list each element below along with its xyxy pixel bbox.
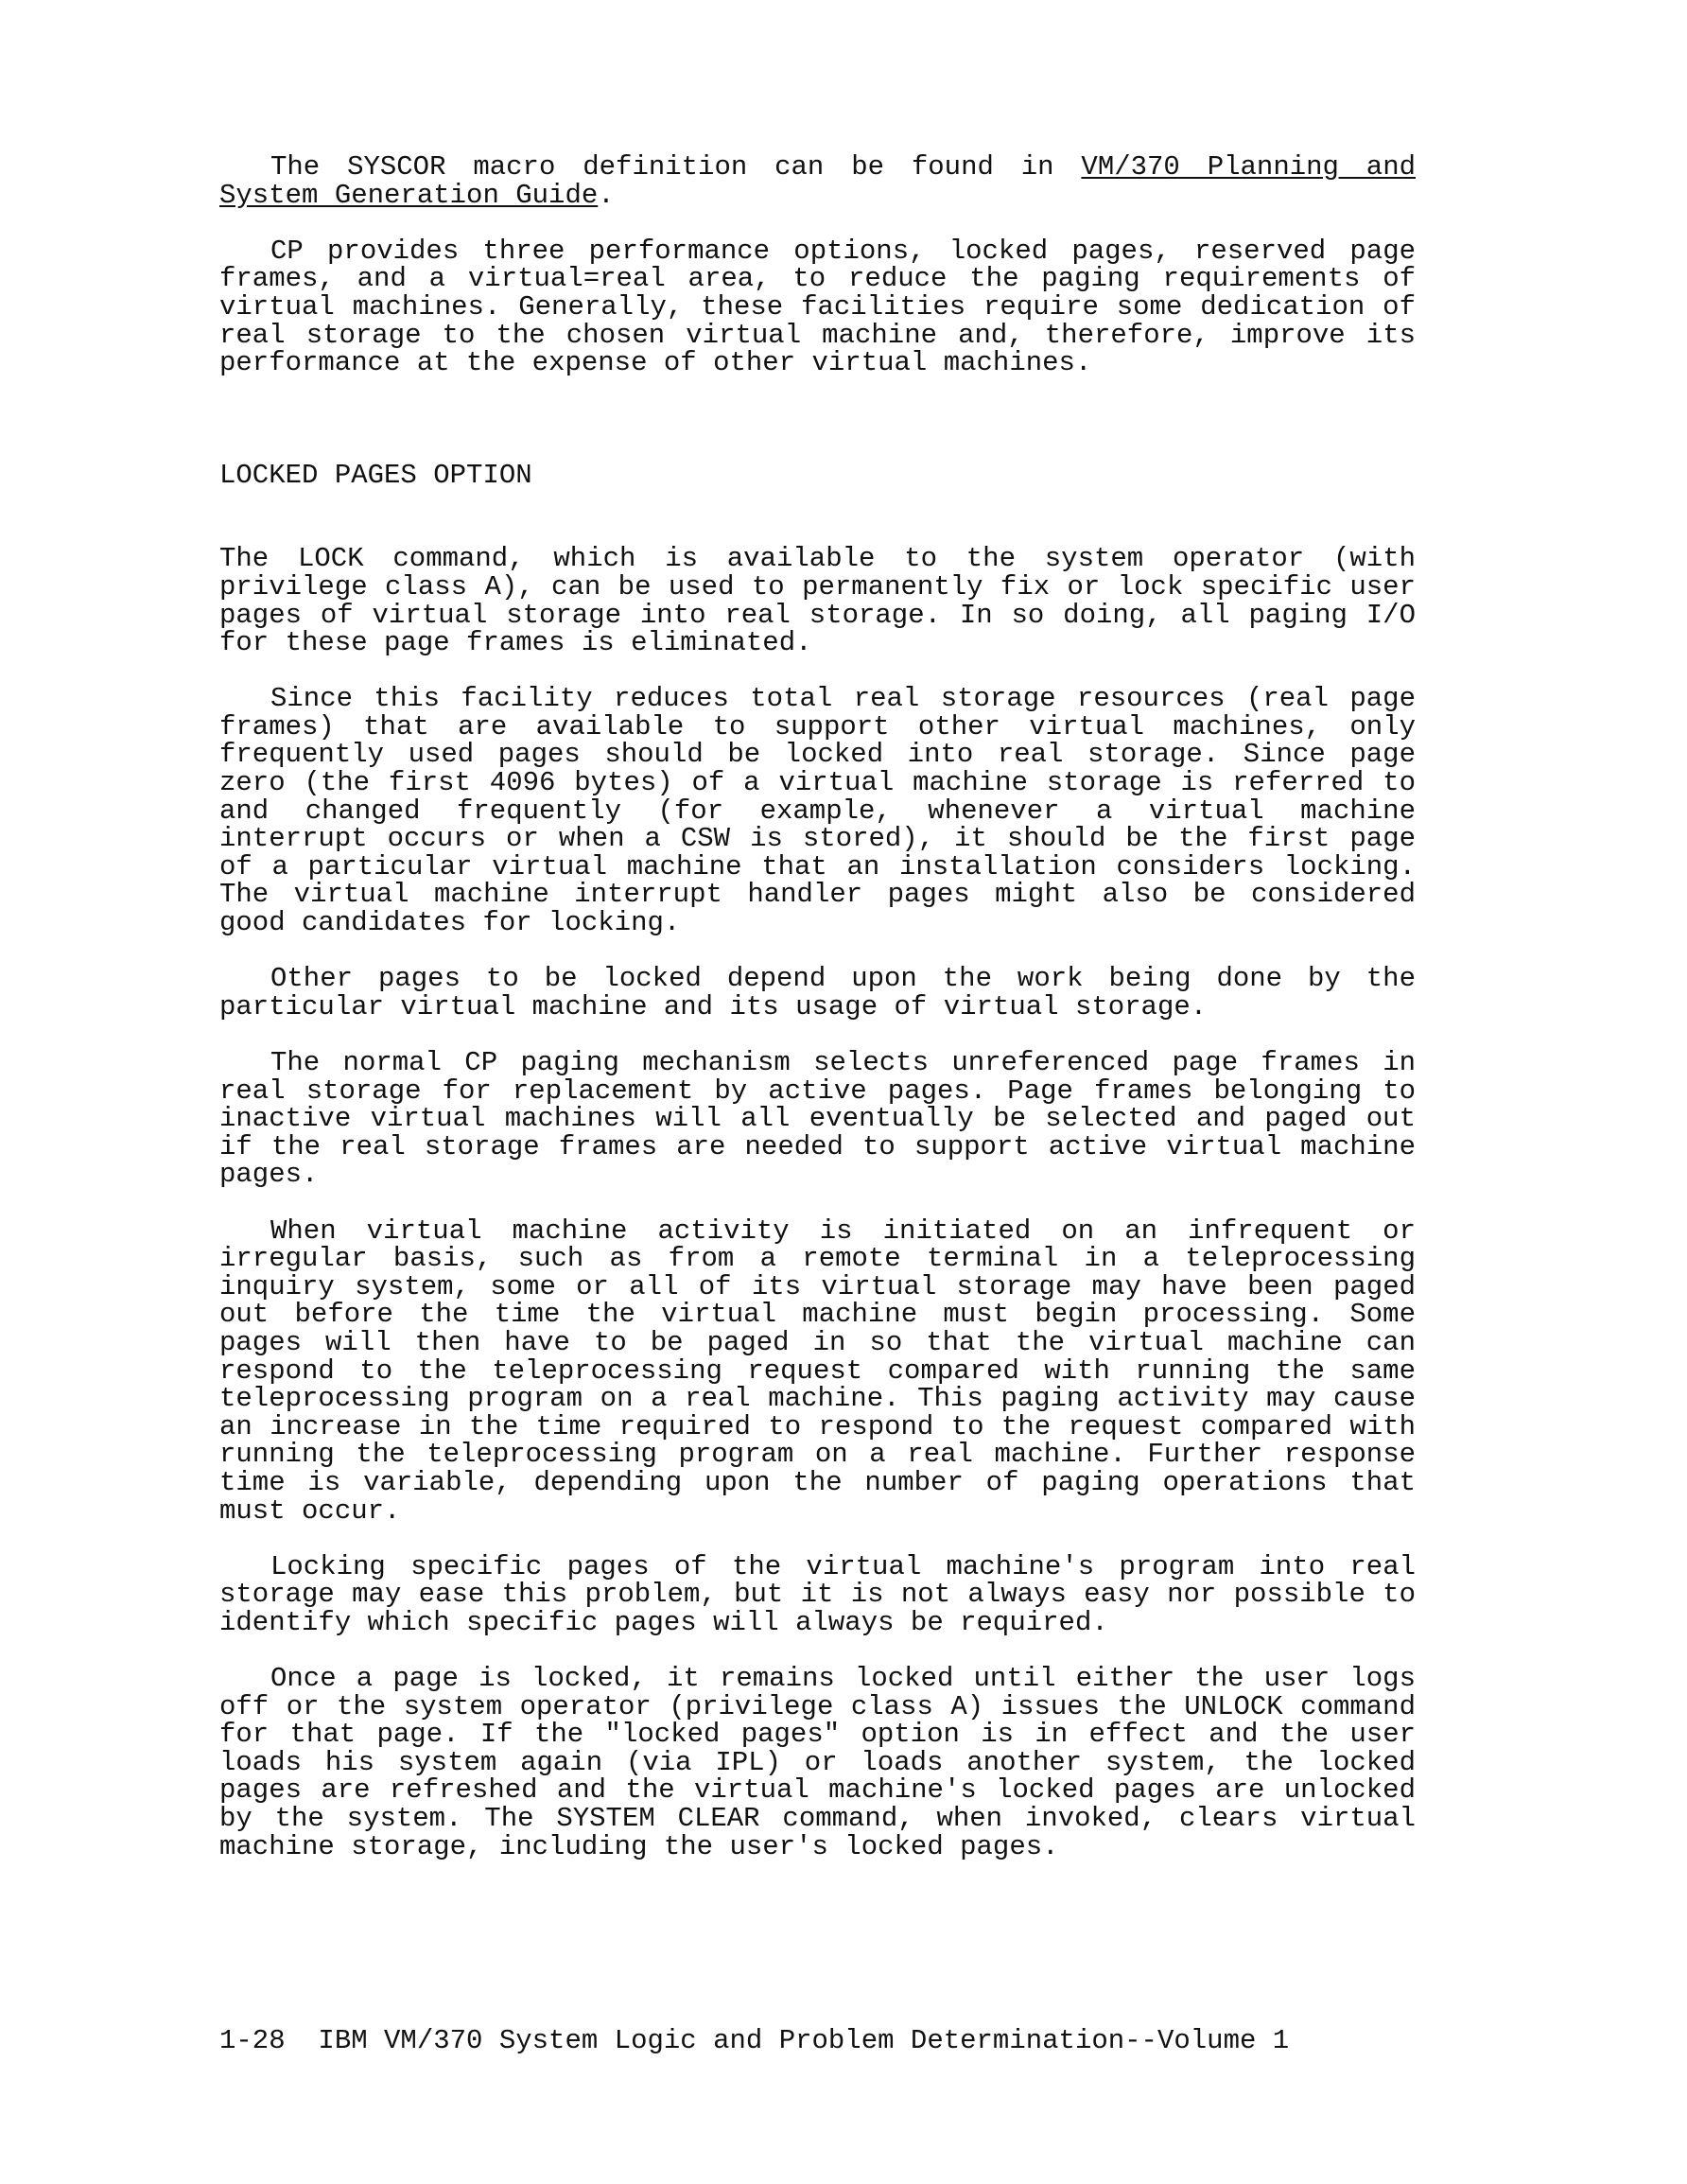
body-paragraph-1: The LOCK command, which is available to the system operator (with privilege class A), can be used to permanently fix or lock specific user pages of virtual storage into real storage. In so doing, all paging I/O for these page frames is eliminated. [219, 543, 1416, 659]
body-paragraph-3: Other pages to be locked depend upon the work being done by the particular virtual machine and its usage of virtual storage. [219, 963, 1416, 1022]
intro-p1-prefix: The SYSCOR macro definition can be found in [270, 151, 1082, 183]
page-footer: 1-28 IBM VM/370 System Logic and Problem Determination--Volume 1 [219, 2025, 1290, 2056]
body-paragraph-2: Since this facility reduces total real storage resources (real page frames) that are available to support other virtual machines, only frequently used pages should be locked into real storage. Since page zero (the first 4096 bytes) of a virtual machine storage is referred to and changed frequently (for example, whenever a virtual machine interrupt occurs or when a CSW is stored), it should be the first page of a particular virtual machine that an installation considers locking. The virtual machine interrupt handler pages might also be considered good candidates for locking. [219, 683, 1416, 939]
intro-paragraph-syscor [219, 153, 1416, 209]
body-paragraph-6: Locking specific pages of the virtual machine's program into real storage may ease this problem, but it is not always easy nor possible to identify which specific pages will always be required. [219, 1550, 1416, 1638]
intro-paragraph-options: CP provides three performance options, locked pages, reserved page frames, and a virtual=real area, to reduce the paging requirements of virtual machines. Generally, these facilities require some dedication of real storage to the chosen virtual machine and, therefore, improve its performance at the expense of other virtual machines. [219, 235, 1416, 379]
body-paragraph-7: Once a page is locked, it remains locked until either the user logs off or the system operator (privilege class A) issues the UNLOCK command for that page. If the "locked pages" option is in effect and the user loads his system again (via IPL) or loads another system, the locked pages are refreshed and the virtual machine's locked pages are unlocked by the system. The SYSTEM CLEAR command, when invoked, clears virtual machine storage, including the user's locked pages. [219, 1663, 1416, 1862]
body-paragraph-4: The normal CP paging mechanism selects unreferenced page frames in real storage for replacement by active pages. Page frames belonging to inactive virtual machines will all eventually be selected and paged out if the real storage frames are needed to support active virtual machine pages. [219, 1047, 1416, 1191]
reference-title-line2: System Generation Guide [219, 179, 599, 211]
intro-p1-suffix: . [598, 179, 615, 211]
body-paragraph-5: When virtual machine activity is initiated on an infrequent or irregular basis, such as from a remote terminal in a teleprocessing inquiry system, some or all of its virtual storage may have been paged out before the time the virtual machine must begin processing. Some pages will then have to be paged in so that the virtual machine can respond to the teleprocessing request compared with running the same teleprocessing program on a real machine. This paging activity may cause an increase in the time required to respond to the request compared with running the teleprocessing program on a real machine. Further response time is variable, depending upon the number of paging operations that must occur. [219, 1214, 1416, 1527]
section-heading: LOCKED PAGES OPTION [219, 459, 532, 491]
reference-title-line1: VM/370 Planning and [1081, 151, 1416, 183]
document-page [219, 153, 1416, 1861]
